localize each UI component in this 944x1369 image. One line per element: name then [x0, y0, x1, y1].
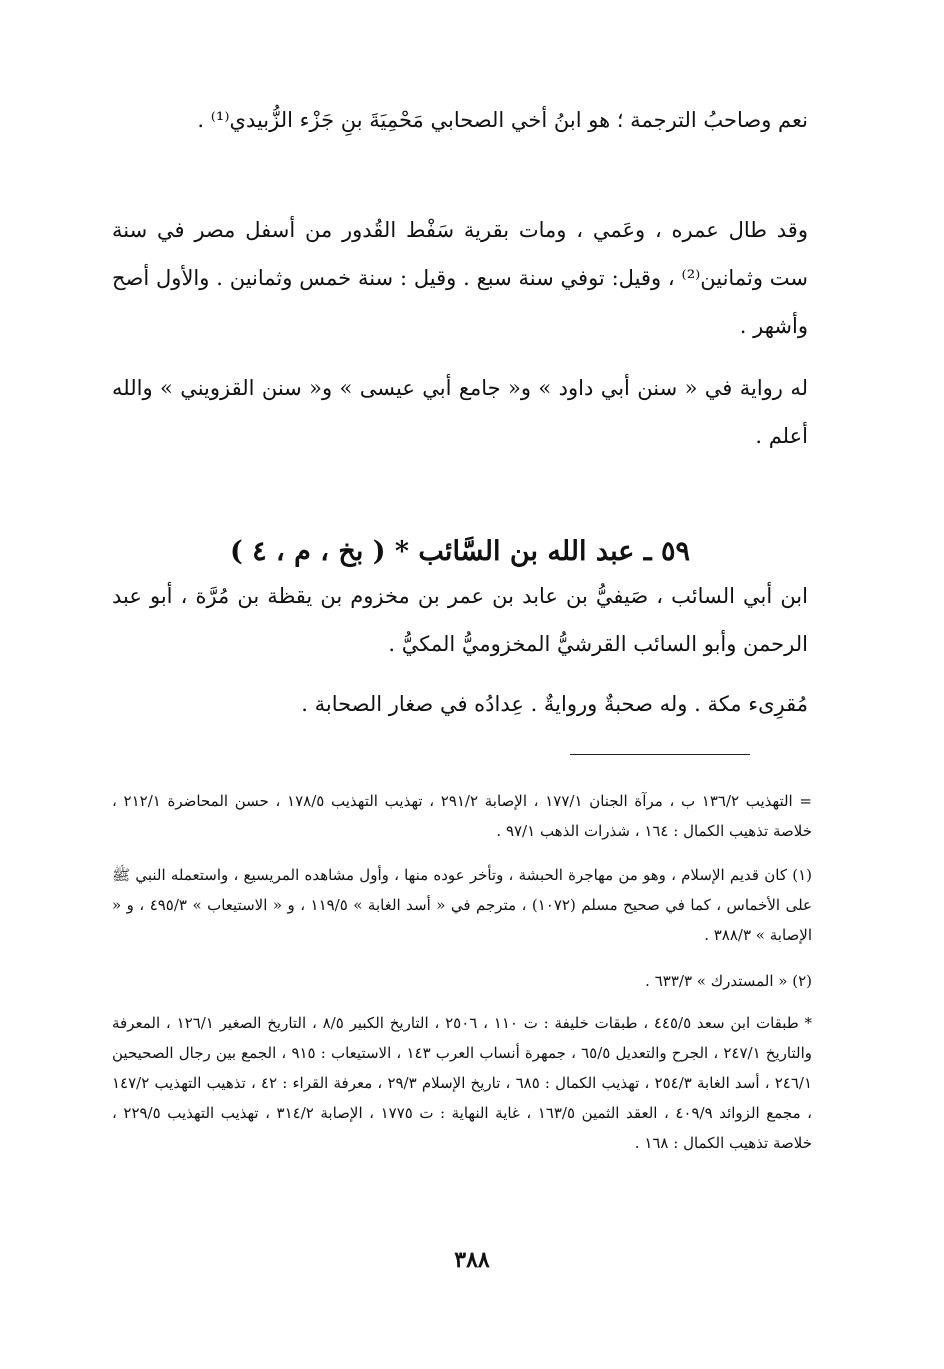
footnote: (٢) « المستدرك » ٦٣٣/٣ . [645, 972, 812, 990]
body-paragraph: مُقرِىء مكة . وله صحبةٌ وروايةٌ . عِدادُه في صغار الصحابة . [301, 692, 808, 716]
body-paragraph: له رواية في « سنن أبي داود » و« جامع أبي عيسى » و« سنن القزويني » والله أعلم . [112, 376, 808, 448]
body-paragraph: وقد طال عمره ، وعَمي ، ومات بقرية سَفْط القُدور من أسفل مصر في سنة ست وثمانين⁽²⁾ ، وقيل: توفي سنة سبع . وقيل : سنة خمس وثمانين . والأول أصح وأشهر . [112, 218, 808, 338]
entry-heading: ٥٩ ـ عبد الله بن السَّائب * ( بخ ، م ، ٤ ) [229, 536, 691, 568]
footnote: (١) كان قديم الإسلام ، وهو من مهاجرة الحبشة ، وتأخر عوده منها ، وأول مشاهده المريسيع ، واستعمله النبي ﷺ على الأخماس ، كما في صحيح مسلم (١٠٧٢) ، مترجم في « أسد الغابة » ١١٩/٥ ، و « الاستيعاب » ٤٩٥/٣ ، و « الإصابة » ٣٨٨/٣ . [112, 866, 812, 944]
footnote: = التهذيب ١٣٦/٢ ب ، مرآة الجنان ١٧٧/١ ، الإصابة ٢٩١/٢ ، تهذيب التهذيب ١٧٨/٥ ، حسن المحاضرة ٢١٢/١ ، خلاصة تذهيب الكمال : ١٦٤ ، شذرات الذهب ٩٧/١ . [112, 792, 812, 840]
page-number: ٣٨٨ [454, 1247, 490, 1273]
body-paragraph: نعم وصاحبُ الترجمة ؛ هو ابنُ أخي الصحابي مَحْمِيَةَ بنِ جَزْء الزُّبيدي⁽¹⁾ . [197, 108, 808, 132]
body-paragraph: ابن أبي السائب ، صَيفيُّ بن عابد بن عمر بن مخزوم بن يقظة بن مُرَّة ، أبو عبد الرحمن وأبو السائب القرشيُّ المخزوميُّ المكيُّ . [112, 584, 808, 656]
footnote-separator [570, 754, 750, 755]
footnote: * طبقات ابن سعد ٤٤٥/٥ ، طبقات خليفة : ت ١١٠ ، ٢٥٠٦ ، التاريخ الكبير ٨/٥ ، التاريخ الصغير ١٢٦/١ ، المعرفة والتاريخ ٢٤٧/١ ، الجرح والتعديل ٦٥/٥ ، جمهرة أنساب العرب ١٤٣ ، الاستيعاب : ٩١٥ ، الجمع بين رجال الصحيحين ٢٤٦/١ ، أسد الغابة ٢٥٤/٣ ، تهذيب الكمال : ٦٨٥ ، تاريخ الإسلام ٢٩/٣ ، معرفة القراء : ٤٢ ، تذهيب التهذيب ١٤٧/٢ ، مجمع الزوائد ٤٠٩/٩ ، العقد الثمين ١٦٣/٥ ، غاية النهاية : ت ١٧٧٥ ، الإصابة ٣١٤/٢ ، تهذيب التهذيب ٢٢٩/٥ ، خلاصة تذهيب الكمال : ١٦٨ . [112, 1014, 813, 1152]
